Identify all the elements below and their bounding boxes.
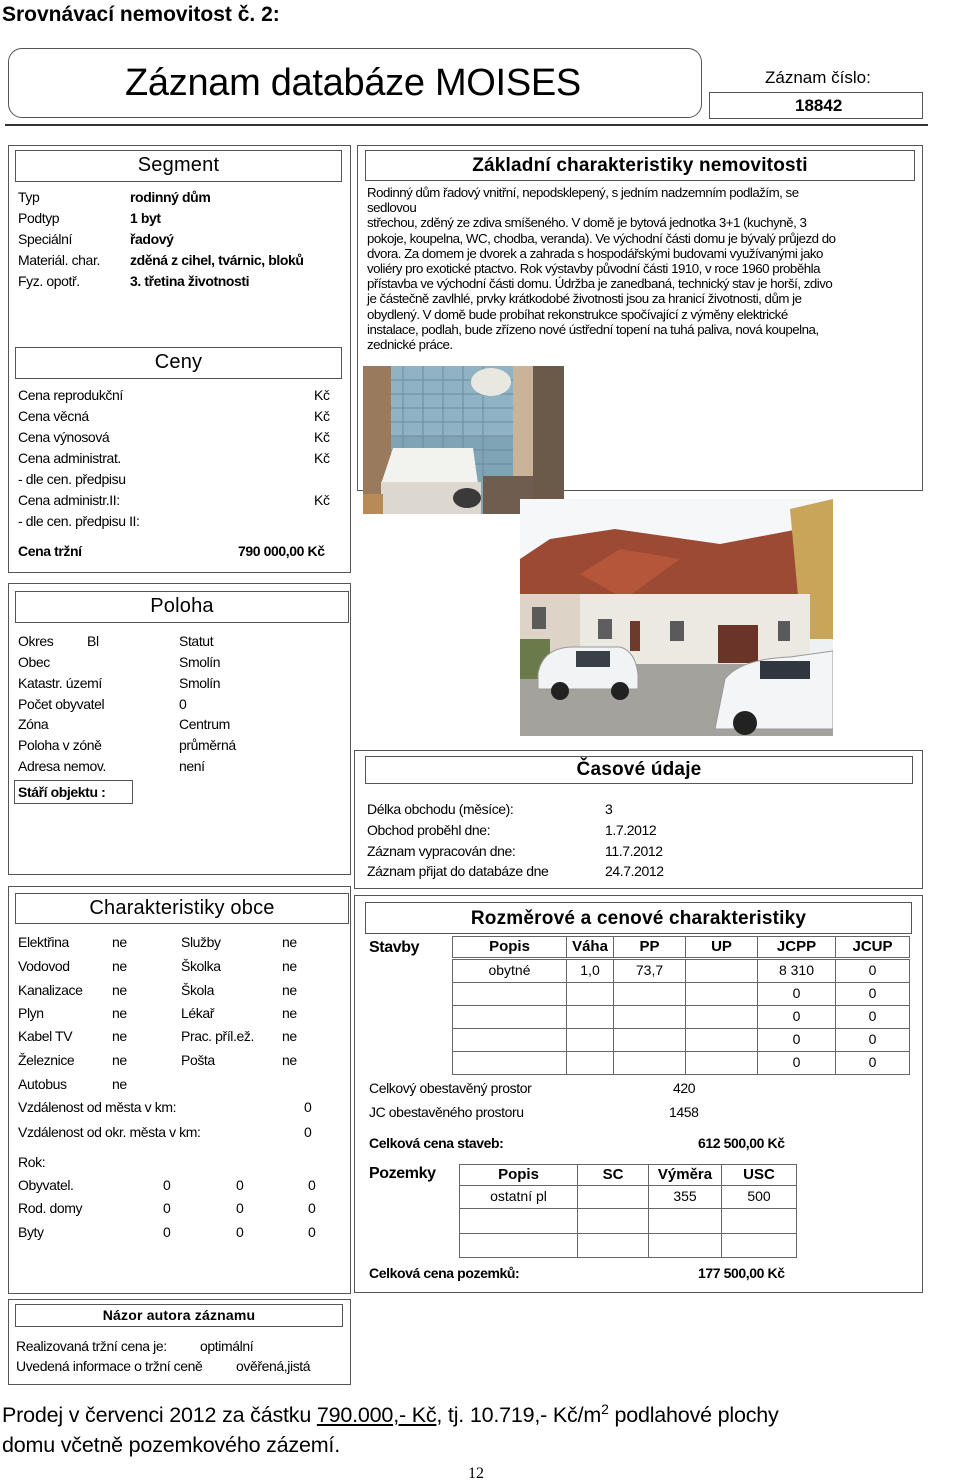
year-inhabitants-v3: 0 — [308, 1177, 316, 1193]
buildings-cell — [685, 982, 758, 1006]
buildings-cell — [685, 1005, 758, 1029]
year-houses-v2: 0 — [236, 1200, 244, 1216]
price-material-unit: Kč — [314, 408, 330, 424]
amenity-school-label: Škola — [181, 982, 215, 998]
segment-wear-value: 3. třetina životnosti — [130, 273, 250, 289]
buildings-cell: 0 — [835, 982, 910, 1006]
footer-text-a: Prodej v červenci 2012 za částku — [2, 1403, 317, 1428]
buildings-cell: 0 — [757, 1028, 836, 1052]
description-line: je částečně zavlhlé, prvky krátkodobé životnosti jsou za hranicí životnosti, dům je — [367, 291, 802, 307]
opinion-info-label: Uvedená informace o tržní ceně — [16, 1358, 203, 1374]
amenity-post-label: Pošta — [181, 1052, 215, 1068]
location-cadastre-label: Katastr. území — [18, 675, 102, 691]
buildings-cell: 0 — [835, 1005, 910, 1029]
time-data-title: Časové údaje — [365, 756, 913, 784]
buildings-cell — [613, 982, 686, 1006]
buildings-cell — [685, 1028, 758, 1052]
price-admin-rule-label: - dle cen. předpisu — [18, 471, 126, 487]
buildings-cell: 73,7 — [613, 959, 686, 983]
buildings-header-jcup: JCUP — [835, 936, 910, 958]
deal-length-value: 3 — [605, 801, 613, 817]
buildings-header-description: Popis — [452, 936, 567, 958]
amenity-gas-label: Plyn — [18, 1005, 44, 1021]
location-population-value: 0 — [179, 696, 187, 712]
price-income-label: Cena výnosová — [18, 429, 110, 445]
land-cell — [459, 1208, 578, 1234]
banner-title: Záznam databáze MOISES — [125, 62, 581, 104]
year-inhabitants-v2: 0 — [236, 1177, 244, 1193]
buildings-cell: 0 — [757, 982, 836, 1006]
buildings-cell — [566, 982, 614, 1006]
buildings-cell: 0 — [835, 1028, 910, 1052]
description-line: pokoje, koupelna, WC, chodba, veranda). Ve východní části domu je bývalý průjezd do — [367, 230, 836, 246]
buildings-header-pp: PP — [613, 936, 686, 958]
year-flats-label: Byty — [18, 1224, 44, 1240]
amenity-water-label: Vodovod — [18, 958, 70, 974]
amenity-bus-value: ne — [112, 1076, 127, 1092]
land-header-sc: SC — [577, 1164, 649, 1186]
page-number: 12 — [468, 1465, 484, 1482]
location-zone-position-value: průměrná — [179, 737, 236, 753]
amenity-services-label: Služby — [181, 934, 221, 950]
built-volume-value: 420 — [673, 1080, 696, 1096]
segment-material-label: Materiál. char. — [18, 252, 100, 268]
building-age-label: Stáří objektu : — [18, 784, 106, 800]
description-line: voliéry pro exotické ptactvo. Rok výstavby původní části 1910, v roce 1960 proběhla — [367, 261, 820, 277]
unit-price-volume-value: 1458 — [669, 1104, 699, 1120]
buildings-cell — [566, 1028, 614, 1052]
land-total-label: Celková cena pozemků: — [369, 1265, 520, 1281]
footer-line2: domu včetně pozemkového zázemí. — [2, 1433, 340, 1458]
opinion-price-label: Realizovaná tržní cena je: — [16, 1338, 167, 1354]
buildings-cell — [613, 1028, 686, 1052]
built-volume-label: Celkový obestavěný prostor — [369, 1080, 532, 1096]
location-zone-value: Centrum — [179, 716, 230, 732]
buildings-total-label: Celková cena staveb: — [369, 1135, 504, 1151]
buildings-cell: 0 — [757, 1051, 836, 1075]
opinion-title: Názor autora záznamu — [15, 1304, 343, 1327]
amenity-bus-label: Autobus — [18, 1076, 67, 1092]
land-cell: 355 — [648, 1185, 722, 1209]
year-label: Rok: — [18, 1154, 46, 1170]
amenity-school-value: ne — [282, 982, 297, 998]
buildings-cell — [452, 982, 567, 1006]
record-number-label: Záznam číslo: — [765, 68, 871, 87]
distance-district-label: Vzdálenost od okr. města v km: — [18, 1124, 201, 1140]
distance-city-value: 0 — [304, 1099, 312, 1115]
location-population-label: Počet obyvatel — [18, 696, 105, 712]
buildings-cell: 1,0 — [566, 959, 614, 983]
amenity-post-value: ne — [282, 1052, 297, 1068]
segment-special-value: řadový — [130, 231, 174, 247]
land-label: Pozemky — [369, 1165, 436, 1182]
amenity-electricity-label: Elektřina — [18, 934, 69, 950]
amenity-gas-value: ne — [112, 1005, 127, 1021]
price-reproduction-label: Cena reprodukční — [18, 387, 123, 403]
segment-subtype-label: Podtyp — [18, 210, 60, 226]
amenity-sewer-value: ne — [112, 982, 127, 998]
land-cell — [577, 1233, 649, 1258]
location-zone-label: Zóna — [18, 716, 49, 732]
opinion-price-value: optimální — [200, 1338, 254, 1354]
location-district-code: Bl — [87, 633, 99, 649]
segment-material-value: zděná z cihel, tvárnic, bloků — [130, 252, 304, 268]
basic-characteristics-text — [367, 185, 917, 352]
ceny-title: Ceny — [15, 347, 342, 379]
municipality-title: Charakteristiky obce — [15, 893, 349, 924]
location-district-label: Okres — [18, 633, 54, 649]
record-number: 18842 — [795, 96, 843, 115]
amenity-doctor-label: Lékař — [181, 1005, 215, 1021]
location-status-label: Statut — [179, 633, 214, 649]
page-heading: Srovnávací nemovitost č. 2: — [2, 3, 280, 26]
land-cell — [648, 1233, 722, 1258]
location-address-label: Adresa nemov. — [18, 758, 106, 774]
deal-date-value: 1.7.2012 — [605, 822, 657, 838]
poloha-title: Poloha — [15, 591, 349, 623]
amenity-doctor-value: ne — [282, 1005, 297, 1021]
price-income-unit: Kč — [314, 429, 330, 445]
price-admin-unit: Kč — [314, 450, 330, 466]
land-cell — [721, 1233, 797, 1258]
buildings-cell — [613, 1005, 686, 1029]
year-inhabitants-label: Obyvatel. — [18, 1177, 74, 1193]
location-municipality-value: Smolín — [179, 654, 221, 670]
amenity-kindergarten-value: ne — [282, 958, 297, 974]
price-admin2-unit: Kč — [314, 492, 330, 508]
buildings-header-weight: Váha — [566, 936, 614, 958]
buildings-cell — [613, 1051, 686, 1075]
segment-type-value: rodinný dům — [130, 189, 211, 205]
buildings-cell — [685, 959, 758, 983]
record-accepted-value: 24.7.2012 — [605, 863, 664, 879]
distance-city-label: Vzdálenost od města v km: — [18, 1099, 177, 1115]
footer-sentence — [2, 1394, 779, 1460]
description-line: dvora. Za domem je dvorek a zahrada s hospodářskými budovami využívanými jako — [367, 245, 823, 261]
buildings-cell — [452, 1051, 567, 1075]
price-admin2-rule-label: - dle cen. předpisu II: — [18, 513, 140, 529]
market-price-label: Cena tržní — [18, 543, 82, 559]
record-accepted-label: Záznam přijat do databáze dne — [367, 863, 549, 879]
segment-title: Segment — [15, 150, 342, 182]
footer-text-b: , tj. 10.719,- Kč/m — [436, 1403, 602, 1428]
record-made-value: 11.7.2012 — [605, 843, 663, 859]
description-line: sedlovou — [367, 200, 417, 216]
year-flats-v2: 0 — [236, 1224, 244, 1240]
footer-superscript: 2 — [601, 1401, 609, 1417]
land-cell — [648, 1208, 722, 1234]
land-total-value: 177 500,00 Kč — [698, 1265, 785, 1281]
amenity-jobs-value: ne — [282, 1028, 297, 1044]
year-flats-v1: 0 — [163, 1224, 171, 1240]
buildings-header-jcpp: JCPP — [757, 936, 836, 958]
deal-date-label: Obchod proběhl dne: — [367, 822, 491, 838]
amenity-electricity-value: ne — [112, 934, 127, 950]
amenity-water-value: ne — [112, 958, 127, 974]
buildings-cell: obytné — [452, 959, 567, 983]
segment-special-label: Speciální — [18, 231, 72, 247]
description-line: obydlený. V domě bude probíhat rekonstrukce spočívající z výměny elektrické — [367, 306, 788, 322]
amenity-cable-label: Kabel TV — [18, 1028, 73, 1044]
description-line: střechou, zděný ze zdiva smíšeného. V domě je bytová jednotka 3+1 (kuchyně, 3 — [367, 215, 807, 231]
description-line: zednické práce. — [367, 337, 453, 353]
basic-characteristics-title: Základní charakteristiky nemovitosti — [365, 150, 915, 181]
land-header-area: Výměra — [648, 1164, 722, 1186]
amenity-railway-label: Železnice — [18, 1052, 75, 1068]
land-cell: 500 — [721, 1185, 797, 1209]
amenity-services-value: ne — [282, 934, 297, 950]
location-cadastre-value: Smolín — [179, 675, 221, 691]
land-header-description: Popis — [459, 1164, 578, 1186]
amenity-kindergarten-label: Školka — [181, 958, 221, 974]
price-reproduction-unit: Kč — [314, 387, 330, 403]
buildings-cell — [452, 1028, 567, 1052]
amenity-railway-value: ne — [112, 1052, 127, 1068]
buildings-cell: 0 — [835, 959, 910, 983]
land-cell — [721, 1208, 797, 1234]
segment-subtype-value: 1 byt — [130, 210, 161, 226]
distance-district-value: 0 — [304, 1124, 312, 1140]
year-houses-v1: 0 — [163, 1200, 171, 1216]
price-admin-label: Cena administrat. — [18, 450, 121, 466]
description-line: Rodinný dům řadový vnitřní, nepodsklepený, s jedním nadzemním podlažím, se — [367, 185, 799, 200]
exterior-photo — [520, 499, 833, 736]
footer-price: 790.000,- Kč — [316, 1403, 437, 1428]
deal-length-label: Délka obchodu (měsíce): — [367, 801, 514, 817]
unit-price-volume-label: JC obestavěného prostoru — [369, 1104, 524, 1120]
dimensions-title: Rozměrové a cenové charakteristiky — [365, 902, 912, 934]
interior-photo — [363, 366, 564, 514]
market-price-value: 790 000,00 Kč — [238, 543, 325, 559]
segment-wear-label: Fyz. opotř. — [18, 273, 80, 289]
footer-text-c: podlahové plochy — [608, 1403, 779, 1428]
year-flats-v3: 0 — [308, 1224, 316, 1240]
amenity-sewer-label: Kanalizace — [18, 982, 83, 998]
buildings-cell — [566, 1005, 614, 1029]
segment-type-label: Typ — [18, 189, 40, 205]
price-material-label: Cena věcná — [18, 408, 89, 424]
amenity-jobs-label: Prac. příl.ež. — [181, 1028, 254, 1044]
description-line: přístavba ve východní části domu. Údržba je zanedbaná, technický stav je horší, zdivo — [367, 276, 833, 292]
buildings-cell — [685, 1051, 758, 1075]
amenity-cable-value: ne — [112, 1028, 127, 1044]
year-inhabitants-v1: 0 — [163, 1177, 171, 1193]
buildings-cell — [452, 1005, 567, 1029]
buildings-header-up: UP — [685, 936, 758, 958]
description-line: instalace, podlah, bude zřízeno nové ústřední topení na tuhá paliva, nová koupelna, — [367, 321, 819, 337]
land-cell — [577, 1208, 649, 1234]
location-zone-position-label: Poloha v zóně — [18, 737, 102, 753]
buildings-cell: 0 — [835, 1051, 910, 1075]
buildings-total-value: 612 500,00 Kč — [698, 1135, 785, 1151]
year-houses-label: Rod. domy — [18, 1200, 83, 1216]
land-cell — [459, 1233, 578, 1258]
location-address-value: není — [179, 758, 205, 774]
opinion-info-value: ověřená,jistá — [236, 1358, 311, 1374]
buildings-cell — [566, 1051, 614, 1075]
land-cell — [577, 1185, 649, 1209]
land-cell: ostatní pl — [459, 1185, 578, 1209]
record-made-label: Záznam vypracován dne: — [367, 843, 516, 859]
buildings-label: Stavby — [369, 939, 420, 956]
year-houses-v3: 0 — [308, 1200, 316, 1216]
banner-divider — [5, 124, 928, 126]
buildings-cell: 8 310 — [757, 959, 836, 983]
land-header-usc: USC — [721, 1164, 797, 1186]
buildings-cell: 0 — [757, 1005, 836, 1029]
price-admin2-label: Cena administr.II: — [18, 492, 120, 508]
location-municipality-label: Obec — [18, 654, 50, 670]
